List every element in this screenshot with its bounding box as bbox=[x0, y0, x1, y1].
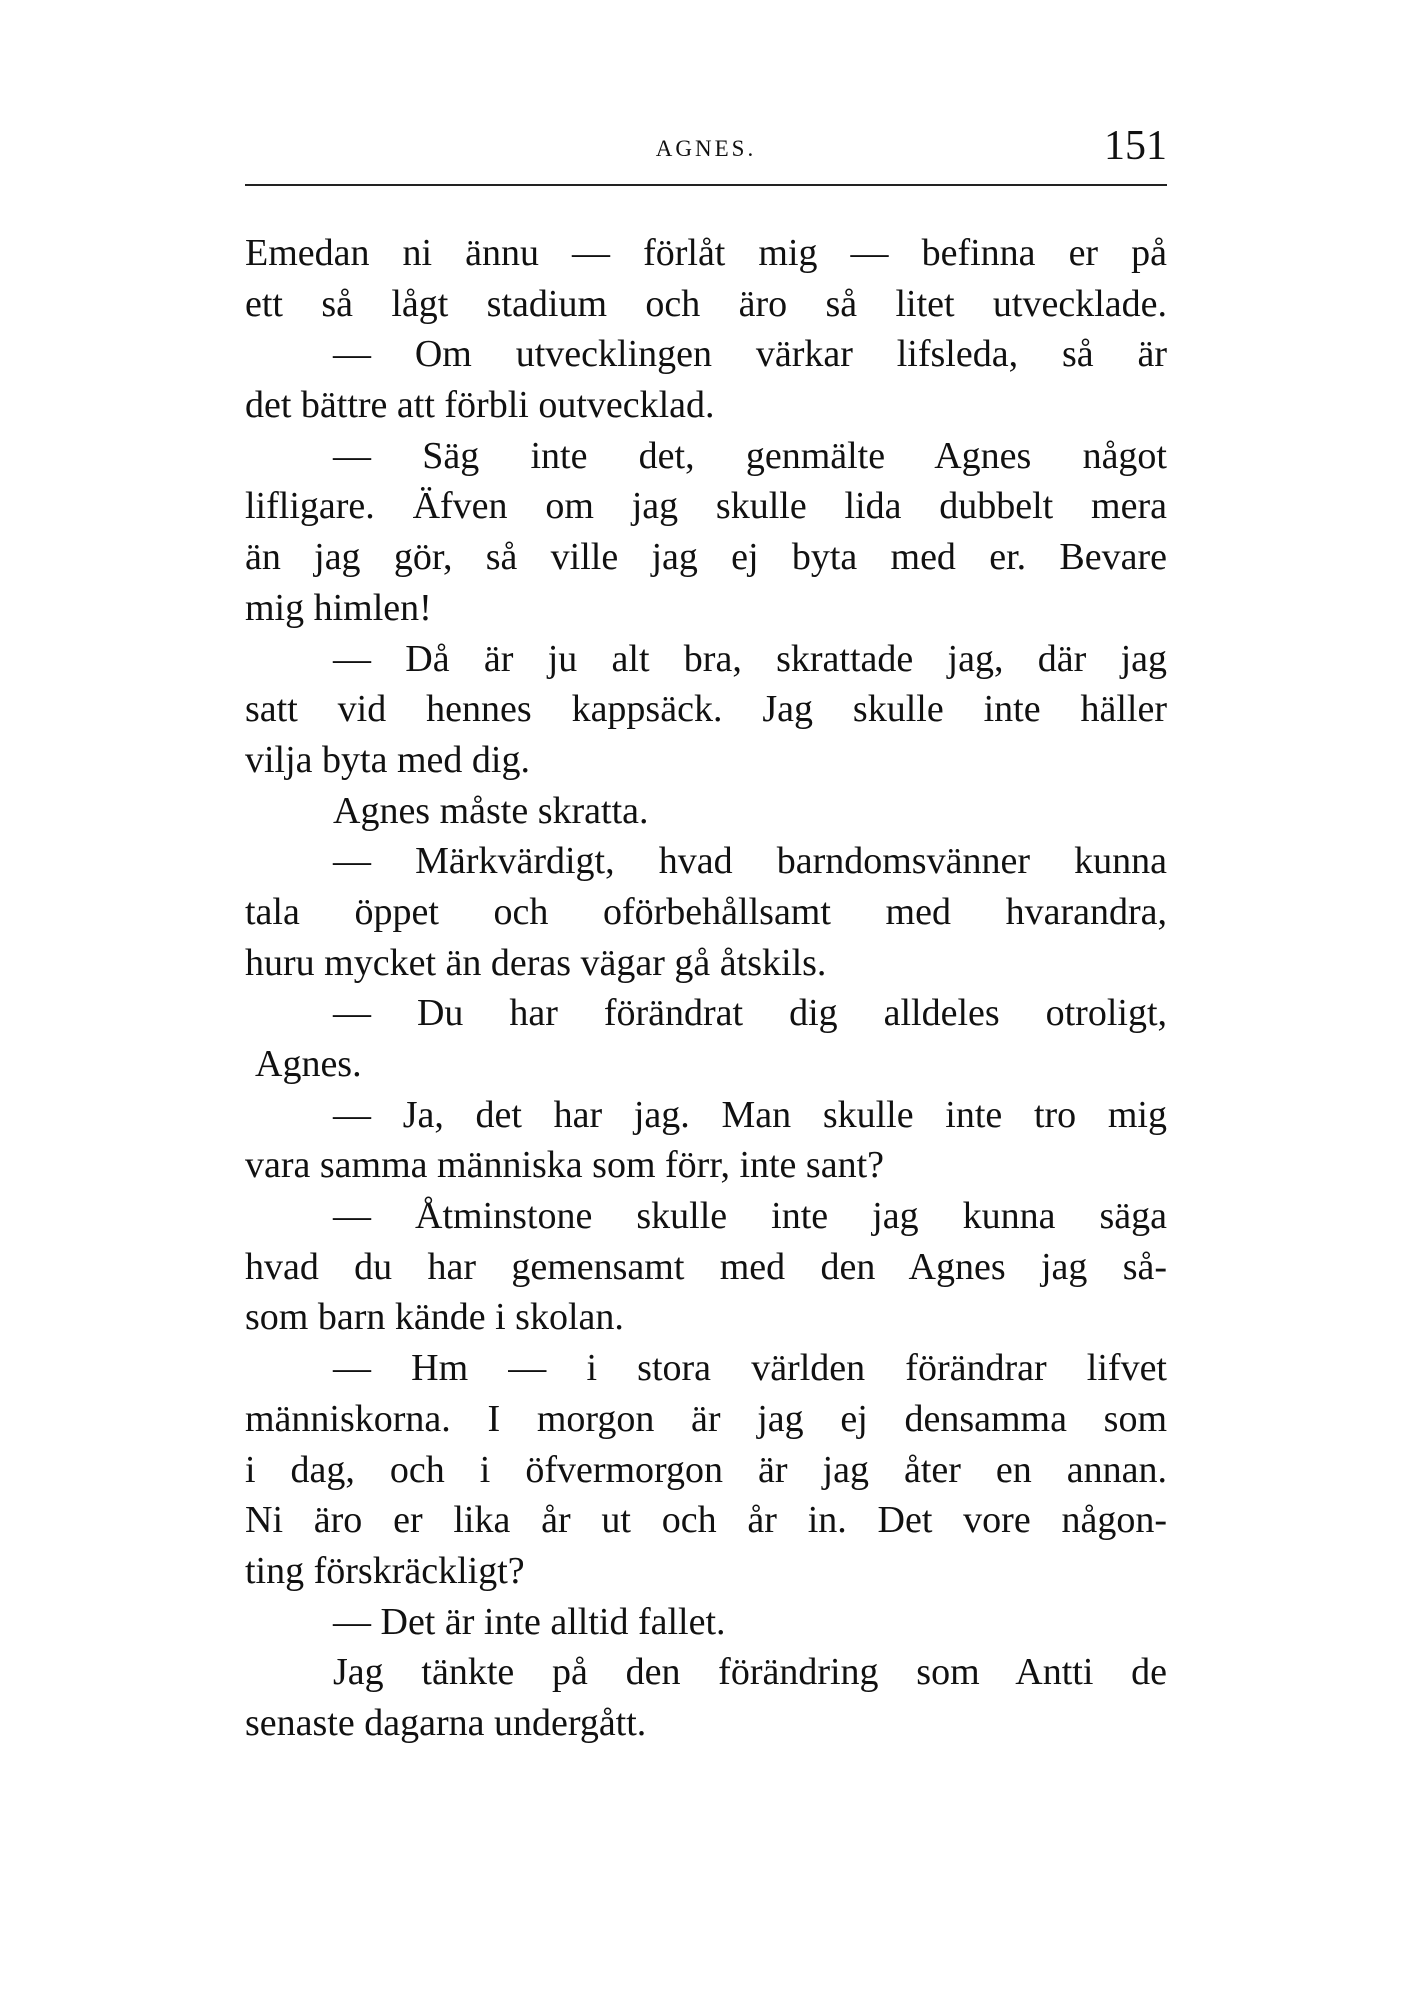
text-line: vilja byta med dig. bbox=[245, 738, 530, 781]
text-line: senaste dagarna undergått. bbox=[245, 1701, 647, 1744]
text-line: — Du har förändrat dig alldeles otroligt, bbox=[333, 992, 1167, 1035]
text-line: ting förskräckligt? bbox=[245, 1549, 525, 1592]
text-line: ett så lågt stadium och äro så litet utvecklade. bbox=[245, 282, 1167, 325]
text-line: — Om utvecklingen värkar lifsleda, så är bbox=[333, 333, 1167, 376]
body-text bbox=[245, 228, 1167, 1749]
text-line: Agnes. bbox=[255, 1043, 362, 1085]
text-line: Agnes måste skratta. bbox=[333, 789, 649, 832]
text-line: — Åtminstone skulle inte jag kunna säga bbox=[333, 1195, 1167, 1238]
text-line: lifligare. Äfven om jag skulle lida dubbelt mera bbox=[245, 485, 1167, 528]
page-number: 151 bbox=[1104, 123, 1167, 169]
text-line: hvad du har gemensamt med den Agnes jag så- bbox=[245, 1245, 1167, 1288]
text-line: i dag, och i öfvermorgon är jag åter en annan. bbox=[245, 1448, 1167, 1491]
running-header bbox=[245, 122, 1167, 172]
text-line: det bättre att förbli outvecklad. bbox=[245, 384, 715, 427]
text-line: satt vid hennes kappsäck. Jag skulle inte häller bbox=[245, 688, 1167, 731]
text-line: — Säg inte det, genmälte Agnes något bbox=[333, 434, 1167, 477]
running-title: AGNES. bbox=[655, 136, 757, 161]
text-line: mig himlen! bbox=[245, 586, 432, 629]
text-line: än jag gör, så ville jag ej byta med er. Bevare bbox=[245, 536, 1167, 579]
header-rule bbox=[245, 184, 1167, 186]
text-line: — Märkvärdigt, hvad barndomsvänner kunna bbox=[333, 840, 1167, 883]
text-line: huru mycket än deras vägar gå åtskils. bbox=[245, 941, 827, 984]
text-line: — Då är ju alt bra, skrattade jag, där jag bbox=[333, 637, 1167, 680]
text-line: som barn kände i skolan. bbox=[245, 1296, 624, 1339]
text-line: Jag tänkte på den förändring som Antti de bbox=[333, 1651, 1167, 1694]
text-line: — Ja, det har jag. Man skulle inte tro mig bbox=[333, 1093, 1167, 1136]
text-line: Ni äro er lika år ut och år in. Det vore någon- bbox=[245, 1499, 1167, 1542]
text-line: — Det är inte alltid fallet. bbox=[333, 1600, 726, 1643]
text-line: Emedan ni ännu — förlåt mig — befinna er på bbox=[245, 232, 1167, 274]
text-line: tala öppet och oförbehållsamt med hvarandra, bbox=[245, 890, 1167, 933]
text-line: människorna. I morgon är jag ej densamma som bbox=[245, 1397, 1167, 1440]
text-line: vara samma människa som förr, inte sant? bbox=[245, 1144, 885, 1187]
text-line: — Hm — i stora världen förändrar lifvet bbox=[333, 1347, 1167, 1390]
